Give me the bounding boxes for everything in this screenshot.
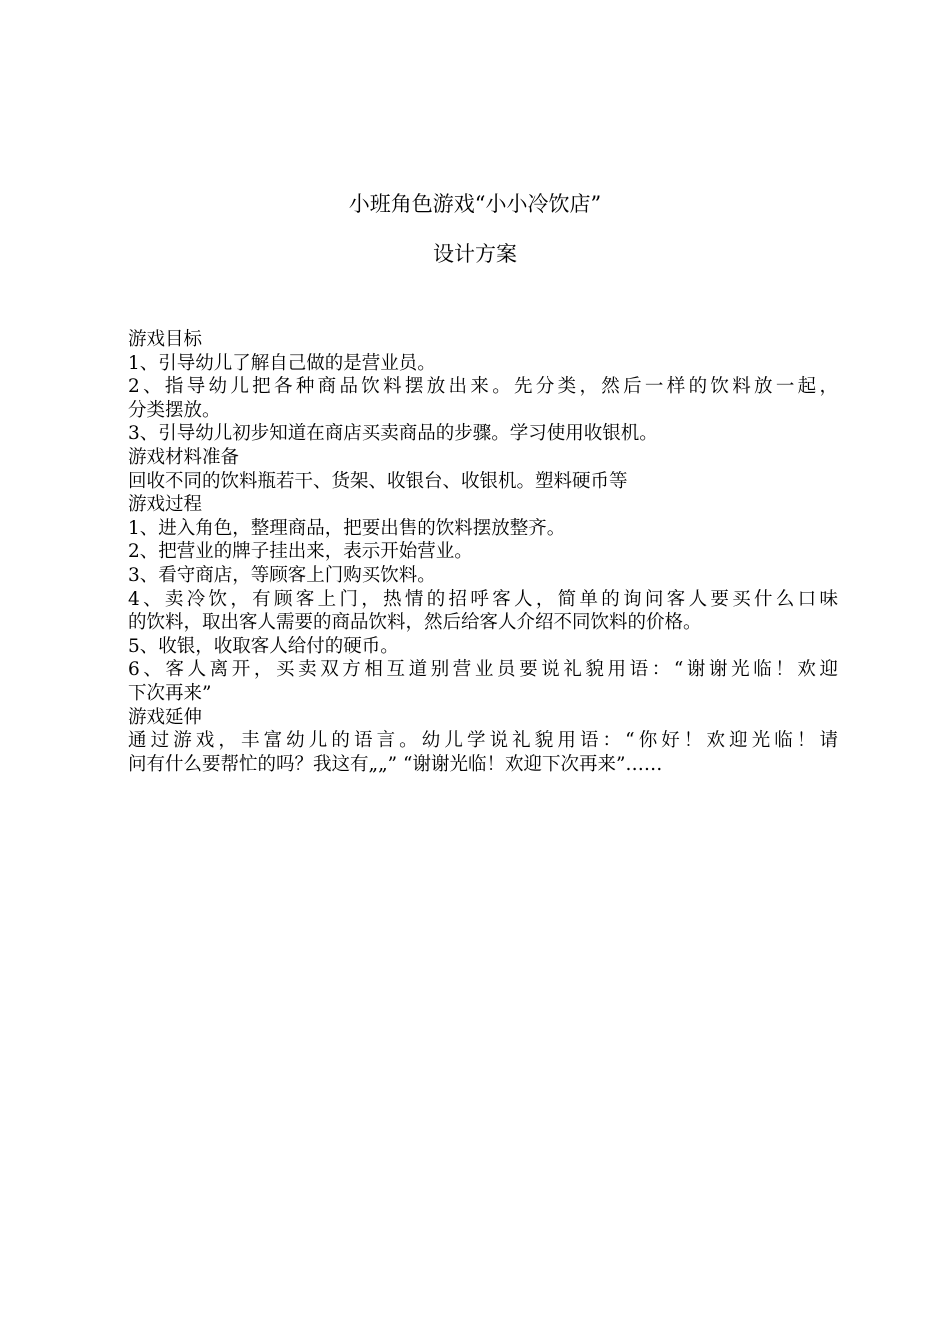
extension-line-1: 通过游戏，丰富幼儿的语言。幼儿学说礼貌用语：“你好！欢迎光临！请: [128, 730, 838, 752]
section-heading-extension: 游戏延伸: [128, 706, 203, 728]
goal-line-3: 3、引导幼儿初步知道在商店买卖商品的步骤。学习使用收银机。: [128, 423, 658, 445]
goal-line-1: 1、引导幼儿了解自己做的是营业员。: [128, 352, 436, 374]
process-line-4: 4、卖冷饮，有顾客上门，热情的招呼客人，简单的询问客人要买什么口味: [128, 588, 838, 610]
section-heading-goals: 游戏目标: [128, 329, 203, 350]
materials-line-1: 回收不同的饮料瓶若干、货架、收银台、收银机。塑料硬币等: [128, 470, 628, 492]
document-subtitle: 设计方案: [433, 242, 517, 266]
goal-line-2: 2、指导幼儿把各种商品饮料摆放出来。先分类，然后一样的饮料放一起，: [128, 376, 838, 398]
extension-line-2: 问有什么要帮忙的吗？我这有„„” “谢谢光临！欢迎下次再来”……: [128, 753, 663, 775]
process-line-3: 3、看守商店，等顾客上门购买饮料。: [128, 564, 436, 586]
process-line-4-continued: 的饮料，取出客人需要的商品饮料，然后给客人介绍不同饮料的价格。: [128, 612, 702, 634]
section-heading-materials: 游戏材料准备: [128, 446, 240, 468]
process-line-6: 6、客人离开，买卖双方相互道别营业员要说礼貌用语：“谢谢光临！欢迎: [128, 659, 838, 681]
document-title: 小班角色游戏“小小冷饮店”: [348, 192, 602, 216]
process-line-6-continued: 下次再来”: [128, 682, 212, 704]
process-line-5: 5、收银，收取客人给付的硬币。: [128, 635, 399, 657]
process-line-1: 1、进入角色，整理商品，把要出售的饮料摆放整齐。: [128, 517, 566, 539]
document-body: [128, 328, 838, 776]
process-line-2: 2、把营业的牌子挂出来，表示开始营业。: [128, 541, 473, 563]
goal-line-2-continued: 分类摆放。: [128, 399, 221, 421]
section-heading-process: 游戏过程: [128, 494, 203, 516]
